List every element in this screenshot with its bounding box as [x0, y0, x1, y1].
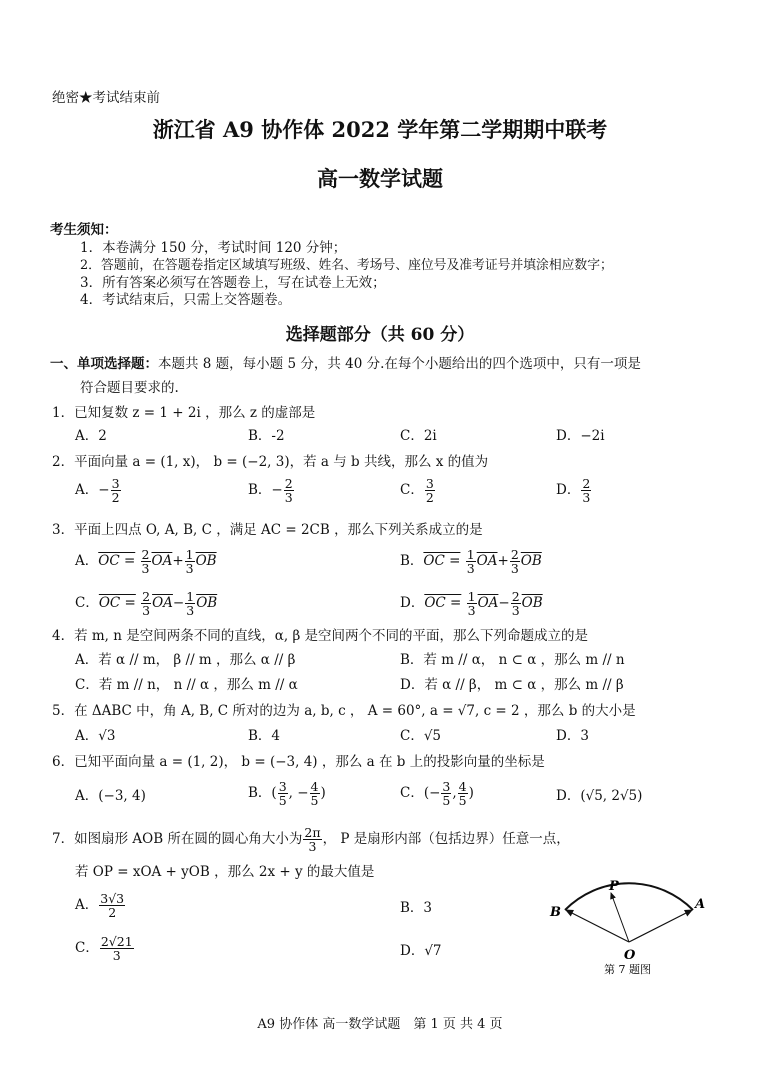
notice-item: 2．答题前，在答题卷指定区域填写班级、姓名、考场号、座位号及准考证号并填涂相应数字； — [80, 258, 613, 273]
question-5-stem: 5．在 ΔABC 中，角 A, B, C 所对的边为 a, b, c ， A = 60°, a = √7, c = 2 ，那么 b 的大小是 — [52, 703, 636, 719]
sector-figure — [540, 850, 720, 980]
question-3-option-a: A．OC = $\frac{2}{3}$ $\overline{OA}+$ $\frac{1}{3}$ $\overline{OB}$ — [75, 547, 217, 576]
question-2-option-c: C． $\frac{3}{2}$ — [400, 476, 434, 505]
point-b-label: B — [550, 905, 561, 920]
question-7-option-c: C． $\frac{2√21}{3}$ — [75, 934, 133, 963]
question-7-condition: 若 OP = xOA + yOB ，那么 2x + y 的最大值是 — [75, 864, 375, 880]
question-6-option-b: B．( $\frac{3}{5}$ , − $\frac{4}{5}$ ) — [248, 779, 326, 808]
question-5-option-c: C．√5 — [400, 728, 442, 744]
figure-caption: 第 7 题图 — [604, 963, 651, 976]
question-1-option-b: B．-2 — [248, 428, 285, 444]
vector-oa — [629, 910, 692, 942]
section-title: 选择题部分（共 60 分） — [285, 325, 475, 345]
question-2-option-d: D． $\frac{2}{3}$ — [556, 476, 591, 505]
question-6-option-a: A．(−3, 4) — [75, 788, 146, 804]
question-4-option-d: D．若 α // β， m ⊂ α ，那么 m // β — [400, 677, 624, 693]
question-4-option-b: B．若 m // α， n ⊂ α ，那么 m // n — [400, 652, 625, 668]
question-3-option-d: D．OC = $\frac{1}{3}$ $\overline{OA}-$ $\frac{2}{3}$ $\overline{OB}$ — [400, 589, 543, 618]
question-4-option-c: C．若 m // n， n // α ，那么 m // α — [75, 677, 298, 693]
question-4-option-a: A．若 α // m， β // m ，那么 α // β — [75, 652, 296, 668]
notice-item: 3．所有答案必须写在答题卷上，写在试卷上无效； — [80, 275, 386, 291]
question-7-option-a: A． $\frac{3√3}{2}$ — [75, 891, 125, 920]
notice-item: 4．考试结束后，只需上交答题卷。 — [80, 292, 292, 308]
question-6-option-c: C．(− $\frac{3}{5}$ , $\frac{4}{5}$ ) — [400, 779, 474, 808]
page-footer: A9 协作体 高一数学试题 第 1 页 共 4 页 — [257, 1017, 503, 1032]
point-a-label: A — [695, 897, 706, 912]
question-6-stem: 6．已知平面向量 a = (1, 2)， b = (−3, 4) ，那么 a 在 b 上的投影向量的坐标是 — [52, 754, 545, 770]
question-7-stem: 7．如图扇形 AOB 所在圆的圆心角大小为 $\frac{2\pi}{3}$ ， P 是扇形内部（包括边界）任意一点， — [52, 825, 570, 854]
point-p-label: P — [609, 879, 619, 894]
question-4-stem: 4．若 m, n 是空间两条不同的直线，α, β 是空间两个不同的平面，那么下列命题成立的是 — [52, 628, 589, 644]
confidential-label: 绝密★考试结束前 — [52, 90, 160, 106]
part-label: 一、单项选择题： — [50, 356, 158, 372]
notice-item: 1．本卷满分 150 分，考试时间 120 分钟； — [80, 240, 347, 256]
question-2-option-a: A．− $\frac{3}{2}$ — [75, 476, 120, 505]
part-instructions: 本题共 8 题，每小题 5 分，共 40 分.在每个小题给出的四个选项中，只有一项是 — [158, 356, 641, 372]
question-1-option-c: C．2i — [400, 428, 437, 444]
exam-subtitle: 高一数学试题 — [317, 166, 443, 191]
question-2-stem-cont: b = (−2, 3)，若 a 与 b 共线，那么 x 的值为 — [213, 454, 489, 470]
question-6-option-d: D．(√5, 2√5) — [556, 788, 643, 804]
question-2-option-b: B．− $\frac{2}{3}$ — [248, 476, 293, 505]
vector-ob — [566, 910, 629, 942]
question-3-option-b: B．OC = $\frac{1}{3}$ $\overline{OA}+$ $\frac{2}{3}$ $\overline{OB}$ — [400, 547, 542, 576]
question-5-option-d: D．3 — [556, 728, 589, 744]
question-5-option-b: B．4 — [248, 728, 281, 744]
question-3-stem: 3．平面上四点 O, A, B, C ，满足 AC = 2CB ，那么下列关系成立的是 — [52, 522, 483, 538]
question-7-option-d: D．√7 — [400, 943, 442, 959]
exam-title: 浙江省 A9 协作体 2022 学年第二学期期中联考 — [152, 117, 608, 142]
part-instructions-cont: 符合题目要求的. — [80, 380, 179, 396]
question-1-option-d: D．−2i — [556, 428, 605, 444]
point-o-label: O — [624, 948, 636, 963]
question-2-stem: 2．平面向量 a = (1, x)， — [52, 454, 210, 470]
sector-arc — [565, 883, 693, 910]
notice-heading: 考生须知： — [50, 222, 118, 238]
question-5-option-a: A．√3 — [75, 728, 116, 744]
question-3-option-c: C．OC = $\frac{2}{3}$ $\overline{OA}-$ $\frac{1}{3}$ $\overline{OB}$ — [75, 589, 218, 618]
question-1-stem: 1．已知复数 z = 1 + 2i ，那么 z 的虚部是 — [52, 405, 316, 421]
question-7-option-b: B．3 — [400, 900, 433, 916]
question-1-option-a: A．2 — [75, 428, 107, 444]
